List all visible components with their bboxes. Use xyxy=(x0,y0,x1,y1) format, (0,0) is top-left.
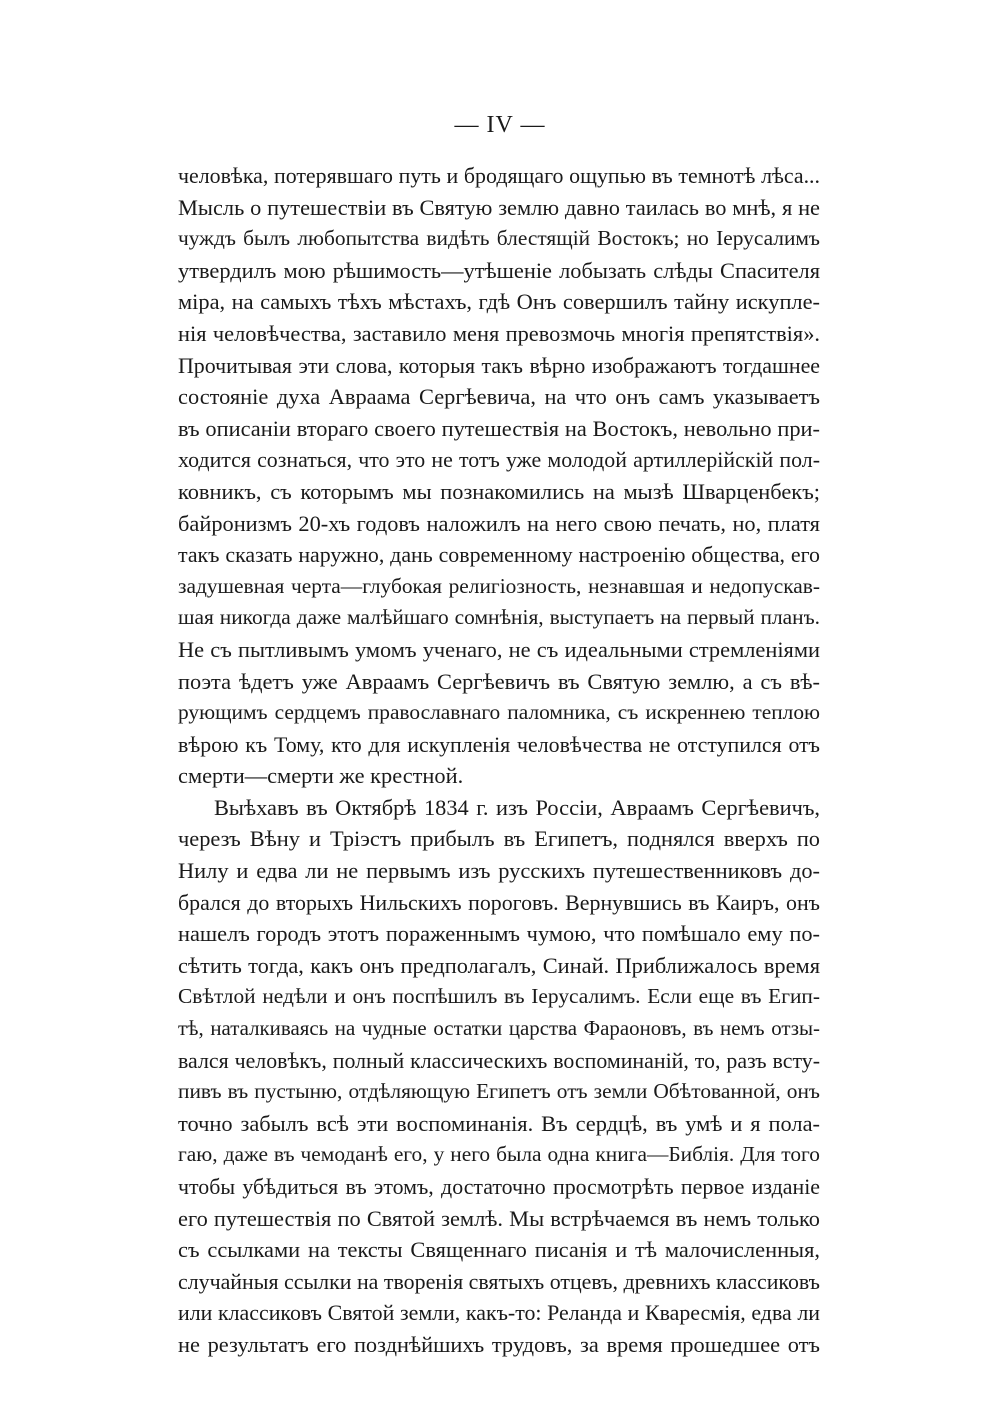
text-line: тѣ, наталкиваясь на чудные остатки царства Фараоновъ, въ немъ отзы- xyxy=(178,1016,820,1041)
text-line: міра, на самыхъ тѣхъ мѣстахъ, гдѣ Онъ совершилъ тайну искупле- xyxy=(178,289,820,315)
text-line: его путешествія по Святой землѣ. Мы встрѣчаемся въ немъ только xyxy=(178,1205,820,1231)
body-text xyxy=(178,160,820,1361)
text-line: брался до вторыхъ Нильскихъ пороговъ. Вернувшись въ Каиръ, онъ xyxy=(178,889,820,915)
text-line: не результатъ его позднѣйшихъ трудовъ, за время прошедшее отъ xyxy=(178,1331,820,1357)
text-line: случайныя ссылки на творенія святыхъ отцевъ, древнихъ классиковъ xyxy=(178,1268,820,1294)
text-line: Свѣтлой недѣли и онъ поспѣшилъ въ Іерусалимъ. Если еще въ Егип- xyxy=(178,984,820,1009)
text-line: Мысль о путешествіи въ Святую землю давно таилась во мнѣ, я не xyxy=(178,194,820,220)
text-line: или классиковъ Святой земли, какъ-то: Реланда и Кваресмія, едва ли xyxy=(178,1300,820,1326)
text-line: утвердилъ мою рѣшимость—утѣшеніе лобызать слѣды Спасителя xyxy=(178,257,820,283)
text-line: въ описаніи втораго своего путешествія на Востокъ, невольно при- xyxy=(178,415,820,441)
text-line: вался человѣкъ, полный классическихъ воспоминаній, то, разъ всту- xyxy=(178,1047,820,1073)
text-line: съ ссылками на тексты Священнаго писанія и тѣ малочисленныя, xyxy=(178,1237,820,1263)
text-line: точно забылъ всѣ эти воспоминанія. Въ сердцѣ, въ умѣ и я пола- xyxy=(178,1110,820,1136)
text-line: чтобы убѣдиться въ этомъ, достаточно просмотрѣть первое изданіе xyxy=(178,1174,820,1199)
text-line: состояніе духа Авраама Сергѣевича, на что онъ самъ указываетъ xyxy=(178,384,820,410)
text-line: такъ сказать наружно, дань современному настроенію общества, его xyxy=(178,542,820,568)
text-line: черезъ Вѣну и Тріэстъ прибылъ въ Египетъ, поднялся вверхъ по xyxy=(178,826,820,852)
text-line: задушевная черта—глубокая религіозность, незнавшая и недопускав- xyxy=(178,573,820,598)
page-number: — IV — xyxy=(454,112,546,138)
paragraph-start-line: Выѣхавъ въ Октябрѣ 1834 г. изъ Россіи, Авраамъ Сергѣевичъ, xyxy=(214,794,820,820)
text-line: ковникъ, съ которымъ мы познакомились на мызѣ Шварценбекъ; xyxy=(178,478,820,504)
text-line: гаю, даже въ чемоданѣ его, у него была одна книга—Библія. Для того xyxy=(178,1142,820,1167)
text-line: поэта ѣдетъ уже Авраамъ Сергѣевичъ въ Святую землю, а съ вѣ- xyxy=(178,668,820,694)
text-line: человѣка, потерявшаго путь и бродящаго ощупью въ темнотѣ лѣса... xyxy=(178,163,820,188)
text-line: ходится сознаться, что это не тотъ уже молодой артиллерійскій пол- xyxy=(178,447,820,473)
text-line: Нилу и едва ли не первымъ изъ русскихъ путешественниковъ до- xyxy=(178,858,820,884)
text-line: шая никогда даже малѣйшаго сомнѣнія, выступаетъ на первый планъ. xyxy=(178,605,820,630)
text-line: сѣтить тогда, какъ онъ предполагалъ, Синай. Приближалось время xyxy=(178,952,820,978)
text-line: нашелъ городъ этотъ пораженнымъ чумою, что помѣшало ему по- xyxy=(178,921,820,947)
text-line: Не съ пытливымъ умомъ ученаго, не съ идеальными стремленіями xyxy=(178,636,820,662)
text-line: чуждъ былъ любопытства видѣть блестящій Востокъ; но Іерусалимъ xyxy=(178,226,820,251)
text-line: рующимъ сердцемъ православнаго паломника, съ искреннею теплою xyxy=(178,700,820,725)
text-line: вѣрою къ Тому, кто для искупленія человѣчества не отступился отъ xyxy=(178,731,820,757)
text-line: байронизмъ 20-хъ годовъ наложилъ на него свою печать, но, платя xyxy=(178,510,820,536)
text-line: пивъ въ пустыню, отдѣляющую Египетъ отъ земли Обѣтованной, онъ xyxy=(178,1079,820,1104)
text-line: Прочитывая эти слова, которыя такъ вѣрно изображаютъ тогдашнее xyxy=(178,352,820,378)
text-line: нія человѣчества, заставило меня превозмочь многія препятствія». xyxy=(178,320,820,346)
paragraph-end-line: смерти—смерти же крестной. xyxy=(178,763,464,789)
